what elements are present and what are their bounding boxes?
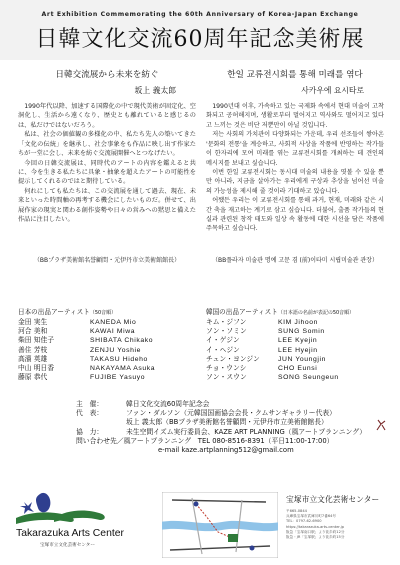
korean-essay-heading: 한일 교류전시회를 통해 미래를 엮다 (227, 70, 363, 80)
artist-row (206, 355, 384, 364)
korean-artists (206, 306, 384, 382)
contact-row (76, 437, 386, 446)
artist-row (18, 346, 196, 355)
artist-name: イ・ゲジン (206, 336, 240, 345)
artist-roman-name: JUN Youngjin (278, 355, 327, 363)
japanese-essay-heading: 日韓交流展から未来を紡ぐ (55, 70, 159, 80)
cooperation-row (76, 428, 386, 437)
japanese-essay-signature: （BBプラザ美術館名誉顧問・元伊丹市立美術館館長） (33, 257, 181, 264)
logo-mark-icon (10, 488, 150, 528)
artist-row (206, 346, 384, 355)
artist-row (206, 373, 384, 382)
artist-row (18, 336, 196, 345)
artist-roman-name: KIM Jihoon (278, 319, 319, 326)
korean-paragraph: 이번 한일 교류전시회는 동시대 미술의 내용을 엿볼 수 있을 뿐만 아니라, 지금을 살아가는 우리에게 구상과 추상을 넘어선 미술의 가능성을 제시해 줄 것이라 기대하고 있습니다. (206, 168, 384, 195)
artist-name: ソン・スウン (206, 373, 247, 382)
artist-roman-name: SONG Seungeun (278, 374, 339, 382)
artist-row (206, 364, 384, 373)
cooperation-label: 協 力： (76, 427, 104, 436)
japanese-paragraph: 今回の日韓交流展は、同時代のアートの内容を鑑えると共に、今を生きる私たちに具象・抽象を超えたアートの可能性を提示してくれるのではと期待している。 (18, 159, 196, 186)
representative-label: 代 表： (76, 409, 104, 418)
takarazuka-arts-center-logo (10, 488, 150, 560)
artist-roman-name: CHO Eunsi (278, 365, 318, 373)
korean-paragraph: 1990년대 이후, 가속하고 있는 국제화 속에서 현대 미술이 고착화되고 공허해지며, 생활로부터 멀어지고 역사와도 떨어지고 있다고 느끼는 것은 비단 저뿐만이 아닐 것입니다. (206, 103, 384, 129)
japanese-artists-note: （50音順） (89, 310, 117, 316)
cooperation-value: 未生空間イズム実行委員会、KAZE ART PLANNING（風アートプランニング） (126, 427, 367, 436)
artist-roman-name: KANEDA Mio (90, 319, 137, 326)
artist-row (206, 327, 384, 336)
header-band (0, 0, 400, 60)
artist-name: 善住 芳枝 (18, 345, 48, 354)
representative-value-2: 坂上 義太郎（BBプラザ美術館名誉顧問・元伊丹市立美術館館長） (126, 418, 328, 427)
korean-artists-note: （日本語の名前が表記の50音順） (277, 310, 355, 316)
artist-row (18, 355, 196, 364)
artist-name: チョ・ウンシ (206, 364, 247, 373)
artist-roman-name: ZENJU Yoshie (90, 346, 142, 354)
venue-detail-line: TEL：0797-62-6900 (286, 519, 322, 524)
japanese-paragraph: 何れにしても私たちは、この交流展を通して過去、現在、未来といった時間軸の再考する機会にしたいものだ。併せて、出展作家の現実と関わる創作姿勢や日々の営みへの黙思と備えた作品に注目したい。 (18, 187, 196, 224)
korean-essay (206, 66, 384, 264)
venue-map (162, 492, 278, 558)
artist-name: イ・ヘジン (206, 345, 240, 354)
artist-row (18, 318, 196, 327)
host-value: 韓日文化交流60周年記念会 (126, 400, 210, 408)
artist-roman-name: TAKASU Hideho (90, 355, 148, 363)
artist-name: 河合 美和 (18, 327, 48, 336)
artist-roman-name: KAWAI Miwa (90, 328, 136, 336)
japanese-artists-heading (18, 306, 196, 316)
japanese-artists (18, 306, 196, 382)
japanese-essay-body (18, 102, 196, 224)
artist-roman-name: LEE Kyejin (278, 337, 318, 345)
venue-detail-line: 阪急・JR「宝塚駅」より徒歩約15分 (286, 535, 345, 540)
logo-name-en: Takarazuka Arts Center (16, 528, 124, 539)
artist-roman-name: SHIBATA Chikako (90, 337, 154, 345)
host-row (76, 400, 386, 409)
venue-name: 宝塚市立文化芸術センター (286, 495, 380, 504)
artist-roman-name: SUNG Somin (278, 328, 325, 336)
artist-row (206, 336, 384, 345)
japanese-artists-title: 日本の出品アーティスト (18, 308, 90, 316)
venue-detail-line: 阪急「宝塚南口駅」より徒歩約12分 (286, 529, 345, 534)
exhibition-title: 日韓文化交流60周年記念美術展 (35, 27, 365, 52)
artist-name: チュン・ヨンジン (206, 354, 260, 363)
artist-row (18, 364, 196, 373)
artist-name: 金田 実生 (18, 318, 48, 326)
artist-name: ソン・ソミン (206, 327, 247, 336)
contact-value: 風アートプランニング TEL 080-8516-8391（平日11:00-17:00） (123, 436, 334, 445)
korean-essay-body (206, 102, 384, 234)
logo-name-jp: 宝塚市立文化芸術センター (40, 543, 95, 548)
host-label: 主 催： (76, 400, 104, 408)
artist-name: 高濱 英雄 (18, 354, 48, 363)
artist-name: 藤原 恭代 (18, 373, 48, 382)
korean-paragraph: 저는 사회의 가치관이 다양화되는 가운데, 우리 선조들이 쌓아온 '문화의 전통'을 계승하고, 사회적 사상을 작품에 반영하는 작가들이 한자리에 모여 미래를 엮는 교류전시회를 개최하는 데 견인의 메시지를 보내고 싶습니다. (206, 131, 384, 167)
japanese-essay (18, 66, 196, 264)
artist-name: キム・ジフン (206, 318, 247, 326)
venue-detail-line: 兵庫県宝塚市武庫川町7番64号 (286, 514, 336, 519)
artist-roman-name: NAKAYAMA Asuka (90, 365, 156, 373)
exhibition-subtitle: Art Exhibition Commemorating the 60th Anniversary of Korea-Japan Exchange (41, 11, 359, 18)
korean-artists-heading (206, 306, 384, 316)
artist-name: 柴田 知佳子 (18, 336, 55, 345)
japanese-paragraph: 私は、社会の価値観の多様化の中、私たち先人の築いてきた「文化の伝統」を継承し、社会事象をも作品に映し出す作家たちが一堂に会し、未来を紡ぐ交流展開催へとつなげたい。 (18, 131, 196, 158)
venue-detail-line: 〒665-0844 (286, 509, 307, 513)
korean-essay-signature: （BB플라자 미술관 명예 고문 겸 (前)이타미 시립미술관 관장） (212, 257, 378, 264)
representative-row-2 (76, 418, 386, 427)
venue-detail-line[interactable]: https://takarazuka-arts-center.jp (286, 524, 344, 529)
contact-email[interactable]: e-mail kaze.artplanning512@gmail.com (158, 446, 294, 455)
korean-paragraph: 어쨌든 우리는 이 교류전시회를 통해 과거, 현재, 미래와 같은 시간 축을 재고하는 계기로 삼고 싶습니다. 더불어, 출품 작가들의 현실과 관련된 창작 태도와 일상 속 활동에 대한 시선을 담은 작품에 주목하고 싶습니다. (206, 197, 384, 233)
representative-value: ファン・ダルソン（元韓国国画協会会長・クムサンギャラリー代表） (126, 409, 336, 418)
kaze-sign-mark-icon (375, 418, 387, 432)
venue-info (286, 494, 396, 540)
artist-roman-name: FUJIBE Yasuyo (90, 374, 146, 382)
japanese-paragraph: 1990年代以降、加速する国際化の中で現代美術が固定化、空洞化し、生活から遠くなり、歴史とも離れていると感じるのは、私だけではないだろう。 (18, 103, 196, 129)
contact-label: 問い合わせ先／ (76, 436, 124, 445)
artist-row (206, 318, 384, 327)
artist-roman-name: LEE Hyejin (278, 346, 318, 354)
event-info (76, 400, 386, 455)
artist-name: 中山 明日香 (18, 364, 55, 373)
artist-row (18, 373, 196, 382)
email-row (76, 446, 386, 455)
japanese-essay-author: 坂上 義太郎 (134, 86, 176, 95)
korean-artists-title: 韓国の出品アーティスト (206, 308, 278, 316)
korean-essay-author: 사카우에 요시타로 (301, 86, 364, 95)
